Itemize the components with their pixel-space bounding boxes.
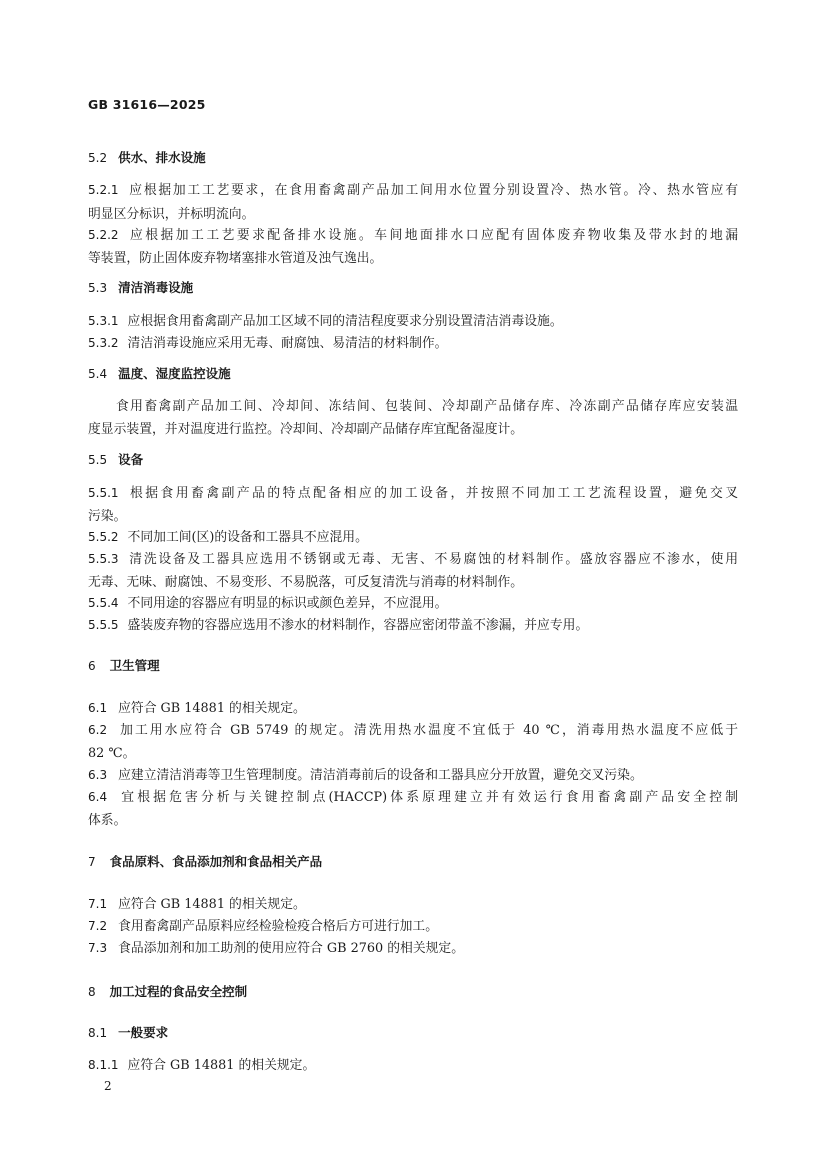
clause-number: 5.5.1: [88, 486, 119, 500]
clause-number: 8.1: [88, 1026, 108, 1040]
paragraph-line: [88, 915, 738, 934]
section-heading: [88, 982, 738, 1000]
section-heading: [88, 852, 738, 870]
line-text: 宜根据危害分析与关键控制点(HACCP)体系原理建立并有效运行食用畜禽副产品安全控制: [118, 790, 738, 805]
section-heading: [88, 148, 738, 166]
line-text: 应符合 GB 14881 的相关规定。: [118, 897, 306, 912]
clause-number: 8.1.1: [88, 1058, 119, 1072]
clause-number: 5.5: [88, 453, 108, 467]
line-text: 清洁消毒设施: [118, 280, 194, 295]
clause-number: 6.2: [88, 723, 108, 737]
paragraph-line: [88, 526, 738, 545]
line-text: 无毒、无味、耐腐蚀、不易变形、不易脱落，可反复清洗与消毒的材料制作。: [88, 575, 524, 590]
paragraph-line: [88, 809, 738, 828]
line-text: 供水、排水设施: [118, 150, 206, 165]
clause-number: 5.2.2: [88, 228, 119, 242]
paragraph-line: [88, 505, 738, 524]
paragraph-line: [88, 614, 738, 633]
paragraph-line: [88, 247, 738, 266]
paragraph-line: [116, 395, 738, 414]
paragraph-line: [88, 697, 738, 716]
line-text: 设备: [118, 452, 144, 467]
line-text: 体系。: [88, 813, 127, 828]
section-heading: [88, 278, 738, 296]
line-text: 加工用水应符合 GB 5749 的规定。清洗用热水温度不宜低于 40 ℃，消毒用热水温度不应低于: [118, 723, 738, 738]
paragraph-line: [88, 418, 738, 437]
clause-number: 6.1: [88, 701, 108, 715]
clause-number: 6.4: [88, 790, 108, 804]
line-text: 清洗设备及工器具应选用不锈钢或无毒、无害、不易腐蚀的材料制作。盛放容器应不渗水，使用: [127, 552, 738, 567]
paragraph-line: [88, 571, 738, 590]
line-text: 食品添加剂和加工助剂的使用应符合 GB 2760 的相关规定。: [118, 941, 465, 956]
section-heading: [88, 656, 738, 674]
paragraph-line: [88, 179, 738, 198]
line-text: 不同加工间(区)的设备和工器具不应混用。: [127, 530, 368, 545]
clause-number: 7.3: [88, 941, 108, 955]
clause-number: 8: [88, 985, 96, 999]
clause-number: 6: [88, 659, 96, 673]
line-text: 温度、湿度监控设施: [118, 366, 231, 381]
paragraph-line: [88, 742, 738, 761]
paragraph-line: [88, 937, 738, 956]
paragraph-line: [88, 592, 738, 611]
line-text: 不同用途的容器应有明显的标识或颜色差异，不应混用。: [127, 596, 448, 611]
line-text: 应符合 GB 14881 的相关规定。: [127, 1058, 316, 1073]
clause-number: 5.5.3: [88, 552, 119, 566]
line-text: 污染。: [88, 509, 127, 524]
paragraph-line: [88, 482, 738, 501]
line-text: 度显示装置，并对温度进行监控。冷却间、冷却副产品储存库宜配备湿度计。: [88, 422, 524, 437]
line-text: 食用畜禽副产品加工间、冷却间、冻结间、包装间、冷却副产品储存库、冷冻副产品储存库应安装温: [116, 399, 738, 414]
line-text: 食用畜禽副产品原料应经检验检疫合格后方可进行加工。: [118, 919, 439, 934]
line-text: 等装置，防止固体废弃物堵塞排水管道及浊气逸出。: [88, 251, 383, 266]
clause-number: 7.1: [88, 897, 108, 911]
line-text: 应根据食用畜禽副产品加工区域不同的清洁程度要求分别设置清洁消毒设施。: [127, 314, 563, 329]
clause-number: 5.5.5: [88, 618, 119, 632]
line-text: 清洁消毒设施应采用无毒、耐腐蚀、易清洁的材料制作。: [127, 336, 448, 351]
paragraph-line: [88, 310, 738, 329]
line-text: 卫生管理: [109, 658, 160, 673]
paragraph-line: [88, 719, 738, 738]
paragraph-line: [88, 332, 738, 351]
line-text: 应根据加工工艺要求配备排水设施。车间地面排水口应配有固体废弃物收集及带水封的地漏: [127, 228, 738, 243]
line-text: 根据食用畜禽副产品的特点配备相应的加工设备，并按照不同加工工艺流程设置，避免交叉: [127, 486, 738, 501]
clause-number: 7.2: [88, 919, 108, 933]
line-text: 应建立清洁消毒等卫生管理制度。清洁消毒前后的设备和工器具应分开放置，避免交叉污染。: [118, 768, 643, 783]
paragraph-line: [88, 764, 738, 783]
paragraph-line: [88, 893, 738, 912]
section-heading: [88, 450, 738, 468]
line-text: 82 ℃。: [88, 746, 136, 761]
clause-number: 7: [88, 855, 96, 869]
line-text: 食品原料、食品添加剂和食品相关产品: [109, 854, 323, 869]
clause-number: 5.4: [88, 367, 108, 381]
clause-number: 5.5.4: [88, 596, 119, 610]
line-text: 应符合 GB 14881 的相关规定。: [118, 701, 306, 716]
clause-number: 5.3.1: [88, 314, 119, 328]
clause-number: 5.2.1: [88, 183, 119, 197]
section-heading: [88, 1023, 738, 1041]
line-text: 盛装废弃物的容器应选用不渗水的材料制作，容器应密闭带盖不渗漏，并应专用。: [127, 618, 589, 633]
paragraph-line: [88, 1054, 738, 1073]
clause-number: 5.3: [88, 281, 108, 295]
section-heading: [88, 364, 738, 382]
paragraph-line: [88, 786, 738, 805]
line-text: 明显区分标识，并标明流向。: [88, 207, 255, 222]
paragraph-line: [88, 548, 738, 567]
paragraph-line: [88, 203, 738, 222]
paragraph-line: [88, 224, 738, 243]
clause-number: 5.2: [88, 151, 108, 165]
standard-code-header: GB 31616—2025: [88, 97, 206, 112]
clause-number: 5.5.2: [88, 530, 119, 544]
clause-number: 6.3: [88, 768, 108, 782]
line-text: 加工过程的食品安全控制: [109, 984, 248, 999]
page-number: 2: [104, 1079, 112, 1093]
clause-number: 5.3.2: [88, 336, 119, 350]
line-text: 一般要求: [118, 1025, 169, 1040]
line-text: 应根据加工工艺要求，在食用畜禽副产品加工间用水位置分别设置冷、热水管。冷、热水管应有: [127, 183, 738, 198]
